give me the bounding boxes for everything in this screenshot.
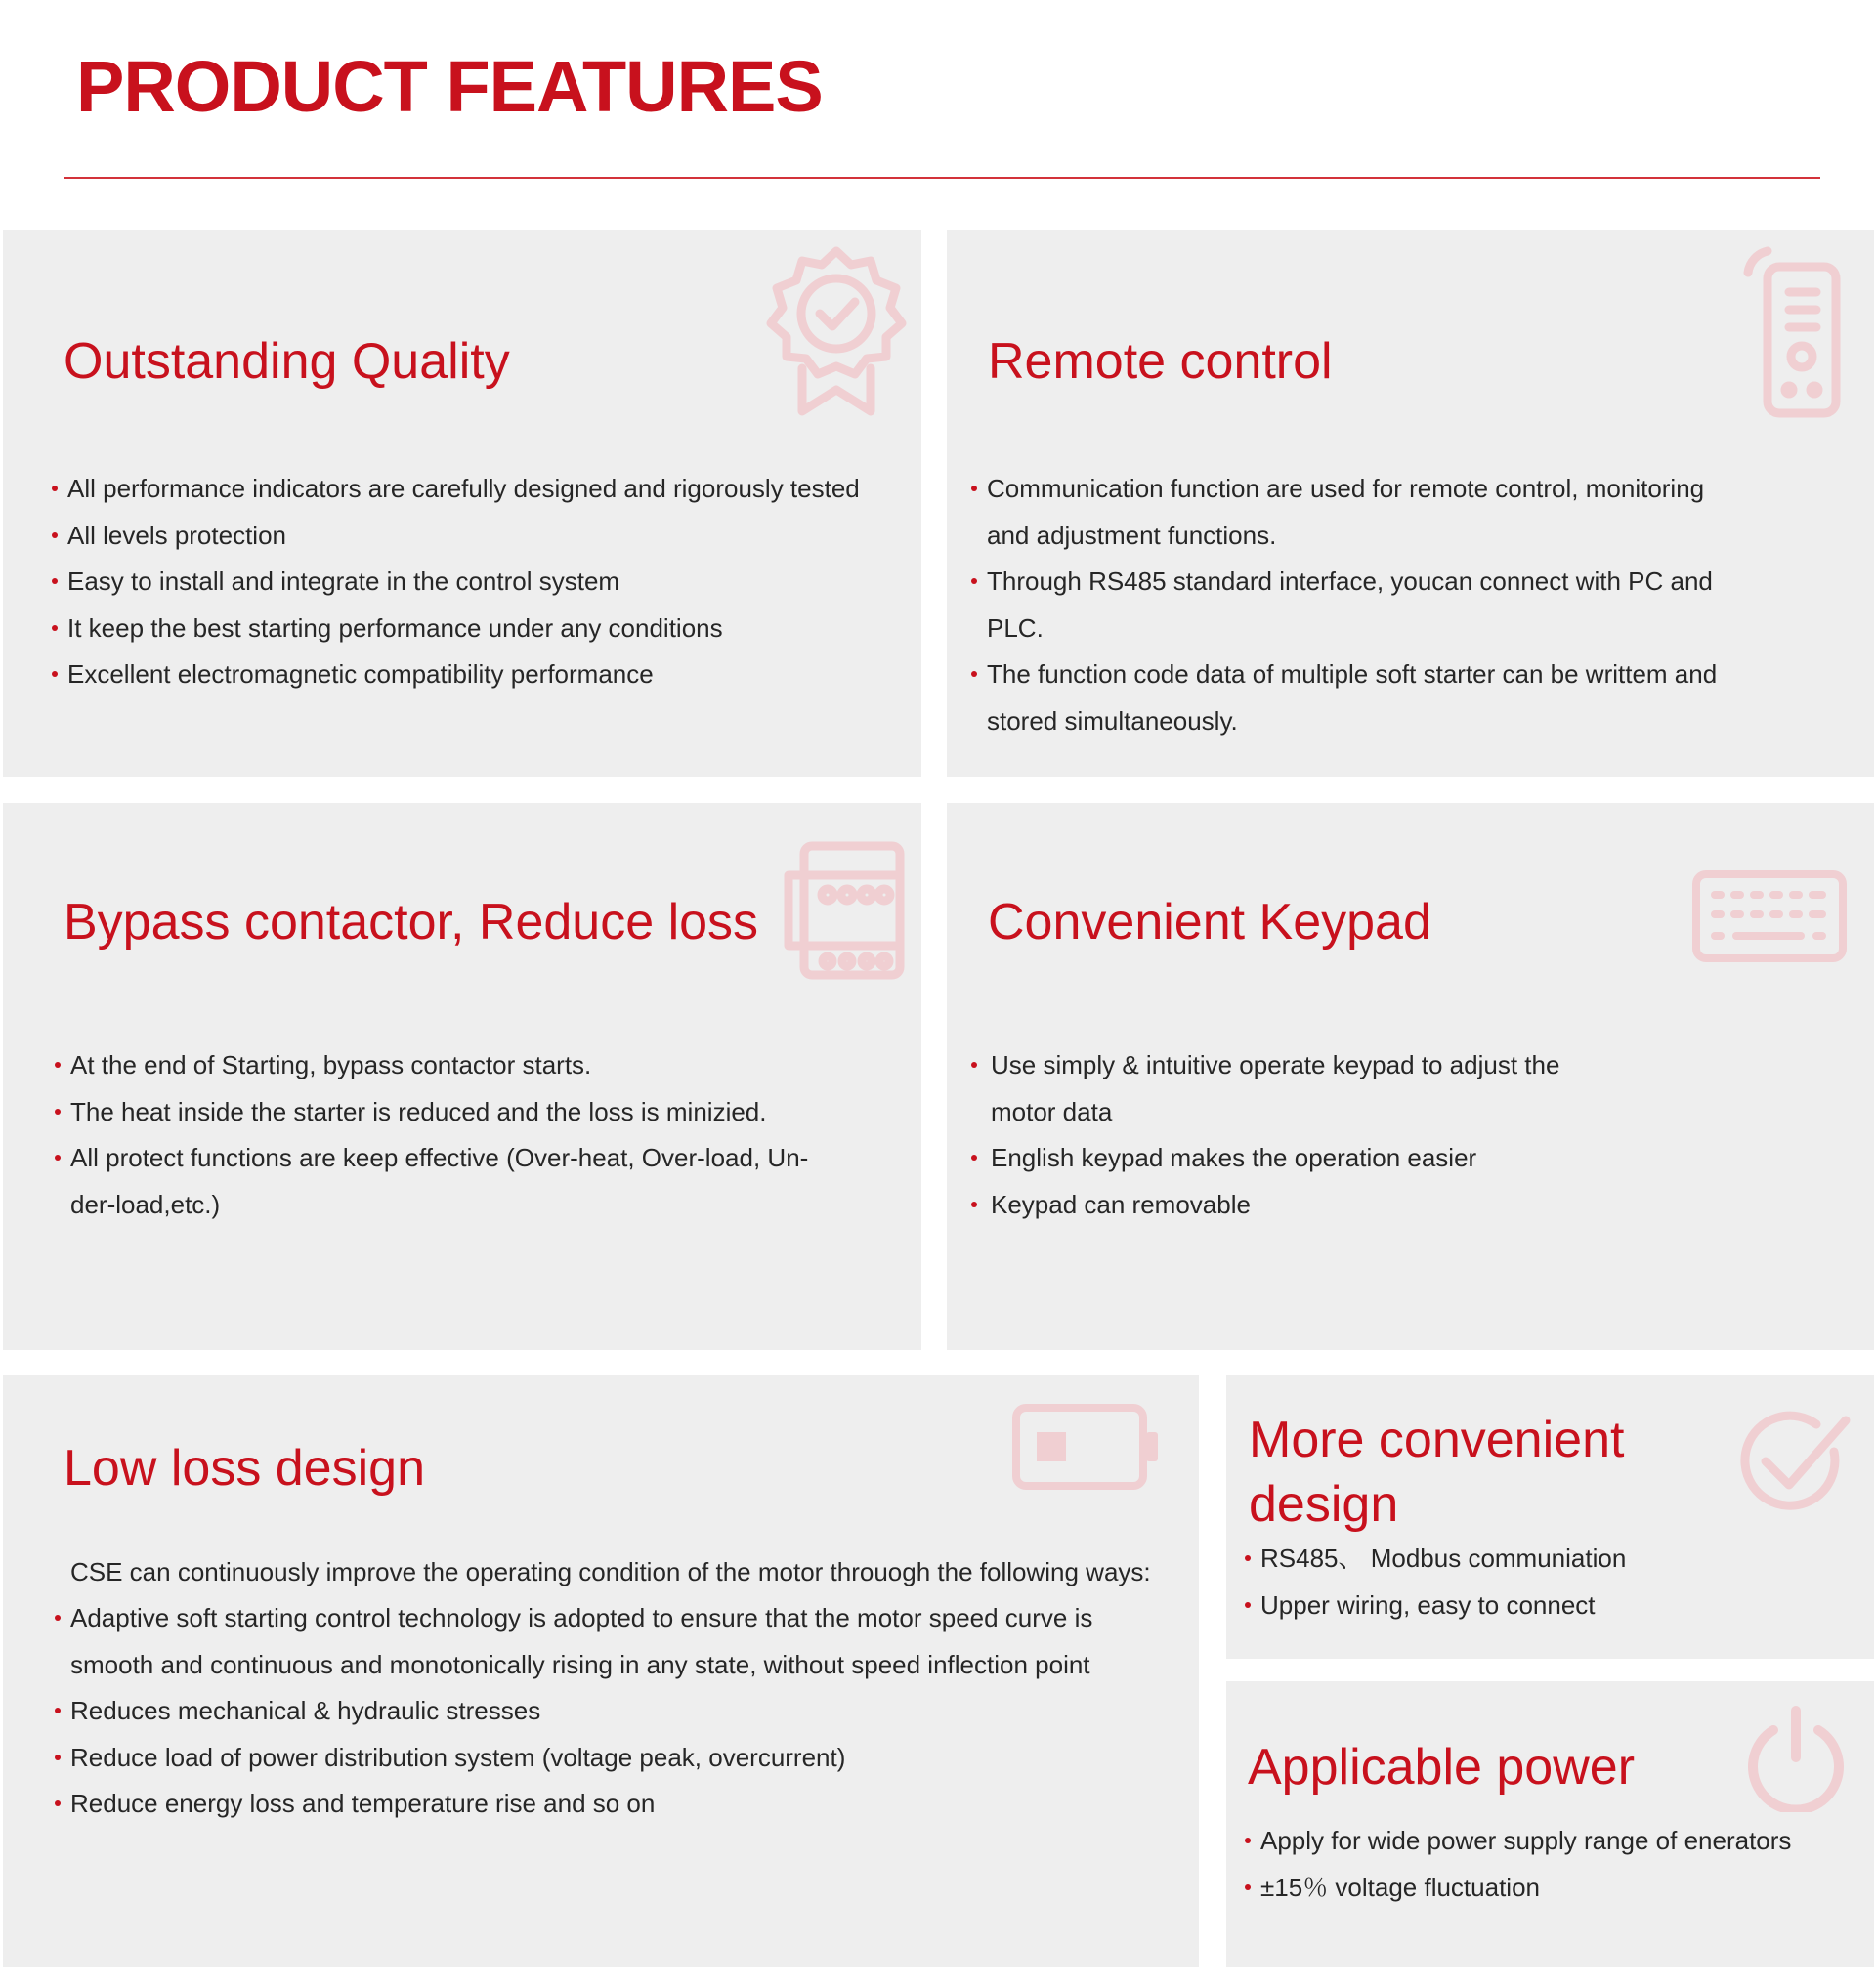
list-item: Reduce energy loss and temperature rise and so on (55, 1781, 1149, 1828)
list-item: All protect functions are keep effective (Over-heat, Over-load, Un-der-load,etc.) (55, 1135, 851, 1228)
feature-list (971, 466, 1753, 744)
list-item: English keypad makes the operation easier (971, 1135, 1597, 1182)
list-item: The function code data of multiple soft starter can be writtem and stored simultaneously. (971, 652, 1753, 744)
card-title: Low loss design (64, 1440, 425, 1497)
feature-list (971, 1042, 1597, 1228)
feature-list (55, 1042, 851, 1228)
feature-list (1245, 1536, 1851, 1628)
card-title: Convenient Keypad (988, 894, 1431, 951)
feature-card-more-convenient-design (1226, 1375, 1874, 1659)
list-item: ±15％ voltage fluctuation (1245, 1865, 1860, 1912)
list-item: All levels protection (52, 513, 912, 560)
list-item: Reduce load of power distribution system (voltage peak, overcurrent) (55, 1735, 1149, 1782)
feature-card-bypass-contactor (3, 803, 921, 1350)
card-title: More convenient design (1249, 1412, 1625, 1533)
page-title: PRODUCT FEATURES (76, 46, 823, 127)
list-item: It keep the best starting performance under any conditions (52, 606, 912, 653)
power-icon (1742, 1705, 1850, 1812)
keyboard-icon (1691, 869, 1848, 963)
list-item: All performance indicators are carefully designed and rigorously tested (52, 466, 912, 513)
title-divider (64, 177, 1820, 179)
list-item: Apply for wide power supply range of enerators (1245, 1818, 1860, 1865)
list-item: Upper wiring, easy to connect (1245, 1583, 1851, 1629)
feature-card-convenient-keypad (947, 803, 1874, 1350)
contactor-icon (783, 836, 910, 983)
list-item: Adaptive soft starting control technology is adopted to ensure that the motor speed curve is smooth and continuous and monotonically rising in any state, without speed inflection point (55, 1595, 1149, 1688)
list-item: Easy to install and integrate in the control system (52, 559, 912, 606)
card-title: Bypass contactor, Reduce loss (64, 894, 759, 951)
list-item: At the end of Starting, bypass contactor starts. (55, 1042, 851, 1089)
feature-list (52, 466, 912, 698)
award-badge-icon (763, 243, 910, 419)
list-item: Excellent electromagnetic compatibility performance (52, 652, 912, 698)
feature-list (1245, 1818, 1860, 1911)
remote-control-icon (1738, 243, 1846, 419)
list-item: Through RS485 standard interface, youcan connect with PC and PLC. (971, 559, 1753, 652)
feature-card-remote-control (947, 230, 1874, 777)
list-item: Use simply & intuitive operate keypad to adjust the motor data (971, 1042, 1597, 1135)
card-title: Outstanding Quality (64, 333, 510, 390)
card-title: Applicable power (1248, 1739, 1636, 1796)
list-item: Keypad can removable (971, 1182, 1597, 1229)
battery-icon (1011, 1403, 1164, 1491)
list-item: RS485、 Modbus communiation (1245, 1536, 1851, 1583)
checkmark-circle-icon (1732, 1407, 1854, 1514)
card-intro: CSE can continuously improve the operating condition of the motor throuogh the following ways: (70, 1557, 1151, 1586)
feature-card-low-loss-design (3, 1375, 1199, 1967)
list-item: The heat inside the starter is reduced and the loss is minizied. (55, 1089, 851, 1136)
list-item: Reduces mechanical & hydraulic stresses (55, 1688, 1149, 1735)
list-item: Communication function are used for remote control, monitoring and adjustment functions. (971, 466, 1753, 559)
feature-list (55, 1595, 1149, 1828)
feature-card-applicable-power (1226, 1681, 1874, 1967)
feature-card-outstanding-quality (3, 230, 921, 777)
card-title: Remote control (988, 333, 1333, 390)
